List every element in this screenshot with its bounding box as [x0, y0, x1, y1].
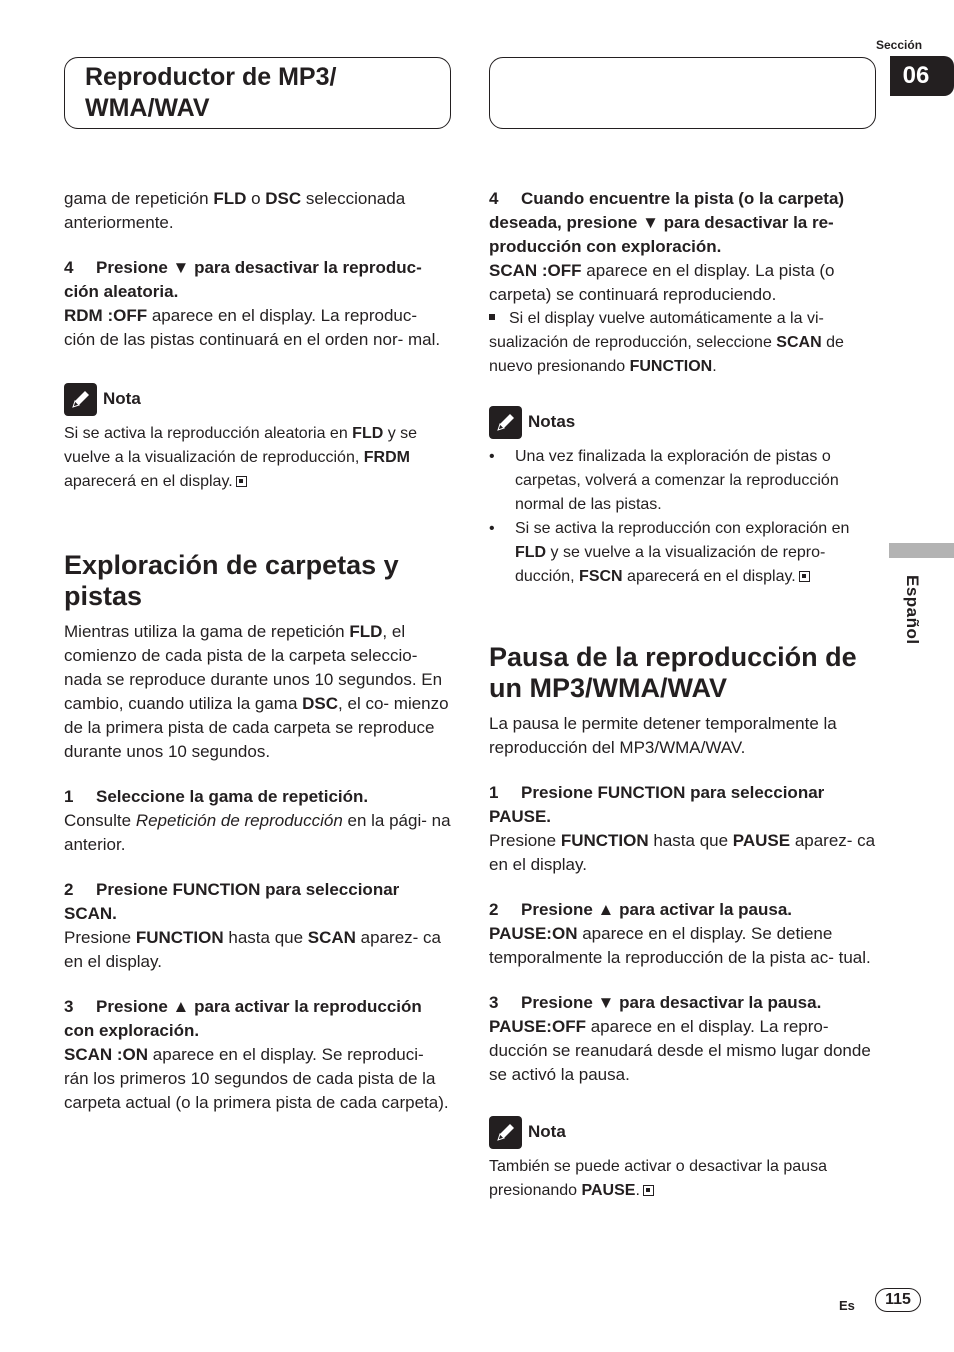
bold-text: FUNCTION — [560, 831, 649, 850]
step-4-subnote — [489, 307, 877, 379]
pause-step-3-body — [489, 1015, 877, 1087]
step-4-body — [64, 304, 452, 352]
pencil-note-icon — [64, 383, 97, 416]
bold-text: FLD — [349, 622, 383, 641]
text: Si el display vuelve automáticamente a la vi- sualización de reproducción, seleccione — [489, 310, 824, 351]
section-number-badge: 06 — [890, 56, 954, 96]
step-title-line: Seleccione la gama de repetición. — [96, 787, 369, 806]
end-mark-icon — [799, 571, 810, 582]
text: Si se activa la reproducción con exploración en — [515, 520, 850, 537]
list-item — [489, 445, 877, 517]
text: aparez- ca en el display. — [489, 831, 876, 874]
bullet-icon: • — [489, 520, 495, 537]
bold-text: FUNCTION — [629, 358, 713, 375]
text: Consulte — [64, 811, 136, 830]
footer-lang-code: Es — [839, 1298, 855, 1313]
notes-list — [489, 445, 877, 589]
note-header — [489, 1115, 877, 1149]
bold-text: DSC — [265, 189, 302, 208]
step-1-body — [64, 809, 452, 857]
note-body — [64, 422, 452, 494]
bold-text: FLD — [213, 189, 247, 208]
end-mark-icon — [643, 1185, 654, 1196]
step-3-body — [64, 1043, 452, 1115]
bold-text: SCAN — [307, 928, 356, 947]
pencil-note-icon — [489, 406, 522, 439]
language-tab-bar — [889, 543, 954, 558]
language-label: Español — [903, 575, 922, 645]
step-title-line: Presione ▼ para desactivar la pausa. — [521, 993, 822, 1012]
step-number: 1 — [489, 783, 499, 802]
right-column — [489, 187, 877, 1203]
pause-heading: Pausa de la reproducción de un MP3/WMA/WAV — [489, 642, 857, 703]
bold-text: PAUSE — [732, 831, 791, 850]
text: aparece en el display. Se detiene temporalmente la reproducción de la pista ac- tual. — [489, 924, 871, 967]
bold-text: PAUSE:ON — [489, 924, 578, 943]
text: gama de repetición — [64, 189, 214, 208]
text: hasta que — [648, 831, 733, 850]
bold-text: PAUSE — [581, 1182, 636, 1199]
step-4-title — [489, 187, 877, 259]
pause-step-2-body — [489, 922, 877, 970]
scan-heading: Exploración de carpetas y pistas — [64, 550, 399, 611]
notes-title: Notas — [528, 412, 576, 431]
text: Presione — [64, 928, 136, 947]
text: aparez- ca en el display. — [64, 928, 441, 971]
step-title-line: Presione ▲ para activar la pausa. — [521, 900, 793, 919]
text: aparece en el display. La reproduc- ción de las pistas continuará en el orden nor- mal. — [64, 306, 441, 349]
step-title-line: ción aleatoria. — [64, 282, 179, 301]
step-title-line: Presione FUNCTION para seleccionar — [96, 880, 400, 899]
bullet-icon: • — [489, 448, 495, 465]
text: , el comienzo de cada pista de la carpeta seleccio- nada se reproduce durante unos 10 segundos. En cambio, cuando utiliza la gama — [64, 622, 443, 713]
bold-text: RDM :OFF — [64, 306, 148, 325]
text: aparece en el display. Se reproduci- rán los primeros 10 segundos de cada pista de la carpeta actual (o la primera pista de cada carpeta). — [64, 1045, 449, 1112]
step-title-line: SCAN. — [64, 904, 117, 923]
text: Presione — [489, 831, 561, 850]
text: También se puede activar o desactivar la pausa presionando — [489, 1158, 827, 1199]
step-title-line: Cuando encuentre la pista (o la carpeta) — [521, 189, 845, 208]
scan-intro — [64, 620, 452, 764]
notes-header — [489, 405, 877, 439]
text: Si se activa la reproducción aleatoria en — [64, 425, 353, 442]
step-number: 4 — [64, 258, 74, 277]
step-title-line: PAUSE. — [489, 807, 552, 826]
bold-text: FUNCTION — [135, 928, 224, 947]
pencil-note-icon — [489, 1116, 522, 1149]
text: seleccionada anteriormente. — [64, 189, 406, 232]
end-mark-icon — [236, 476, 247, 487]
step-title-line: Presione ▲ para activar la reproducción — [96, 997, 422, 1016]
step-4-title — [64, 256, 452, 304]
section-title: Reproductor de MP3/ WMA/WAV — [85, 63, 337, 122]
step-title-line: Presione FUNCTION para seleccionar — [521, 783, 825, 802]
note-title: Nota — [528, 1122, 566, 1141]
step-number: 2 — [64, 880, 74, 899]
step-number: 3 — [64, 997, 74, 1016]
text: aparecerá en el display. — [64, 473, 233, 490]
pause-step-3-title — [489, 991, 877, 1015]
step-title-line: producción con exploración. — [489, 237, 722, 256]
step-2-body — [64, 926, 452, 974]
list-item — [489, 517, 877, 589]
text: Una vez finalizada la exploración de pistas o carpetas, volverá a comenzar la reproducción normal de las pistas. — [515, 448, 839, 513]
page-number: 115 — [875, 1288, 921, 1312]
step-number: 2 — [489, 900, 499, 919]
step-2-title — [64, 878, 452, 926]
bold-text: DSC — [302, 694, 339, 713]
text: y se vuelve a la visualización de repro- ducción, — [515, 544, 826, 585]
intro-paragraph — [64, 187, 452, 235]
note-title: Nota — [103, 389, 141, 408]
step-number: 3 — [489, 993, 499, 1012]
italic-text: Repetición de reproducción — [135, 811, 343, 830]
note-header — [64, 382, 452, 416]
text: . — [712, 358, 717, 375]
text: en la pági- na anterior. — [64, 811, 451, 854]
text: o — [246, 189, 266, 208]
bold-text: PAUSE:OFF — [489, 1017, 586, 1036]
text: , el co- mienzo de la primera pista de cada carpeta se reproduce durante unos 10 segundos. — [64, 694, 449, 761]
step-number: 1 — [64, 787, 74, 806]
bold-text: FRDM — [363, 449, 410, 466]
header-title-box — [64, 57, 451, 129]
bold-text: FLD — [352, 425, 384, 442]
text: Mientras utiliza la gama de repetición — [64, 622, 350, 641]
note-body — [489, 1155, 877, 1203]
step-3-title — [64, 995, 452, 1043]
step-number: 4 — [489, 189, 499, 208]
left-column — [64, 187, 452, 1115]
step-title-line: con exploración. — [64, 1021, 200, 1040]
text: aparece en el display. La pista (o carpeta) se continuará reproduciendo. — [489, 261, 835, 304]
text: de nuevo presionando — [489, 334, 844, 375]
pause-step-1-title — [489, 781, 877, 829]
step-1-title — [64, 785, 452, 809]
bold-text: SCAN :OFF — [489, 261, 582, 280]
step-4-body — [489, 259, 877, 307]
pause-step-2-title — [489, 898, 877, 922]
bold-text: SCAN — [776, 334, 822, 351]
text: aparecerá en el display. — [622, 568, 796, 585]
text: . — [635, 1182, 640, 1199]
section-label: Sección — [876, 38, 923, 52]
header-empty-box — [489, 57, 876, 129]
text: hasta que — [223, 928, 308, 947]
pause-intro: La pausa le permite detener temporalmente la reproducción del MP3/WMA/WAV. — [489, 714, 837, 757]
bold-text: FLD — [515, 544, 547, 561]
text: y se vuelve a la visualización de reproducción, — [64, 425, 418, 466]
text: aparece en el display. La repro- ducción se reanudará desde el mismo lugar donde se activó la pausa. — [489, 1017, 871, 1084]
bold-text: FSCN — [579, 568, 623, 585]
square-bullet-icon — [489, 314, 495, 320]
bold-text: SCAN :ON — [64, 1045, 149, 1064]
step-title-line: deseada, presione ▼ para desactivar la re- — [489, 213, 834, 232]
step-title-line: Presione ▼ para desactivar la reproduc- — [96, 258, 422, 277]
pause-step-1-body — [489, 829, 877, 877]
